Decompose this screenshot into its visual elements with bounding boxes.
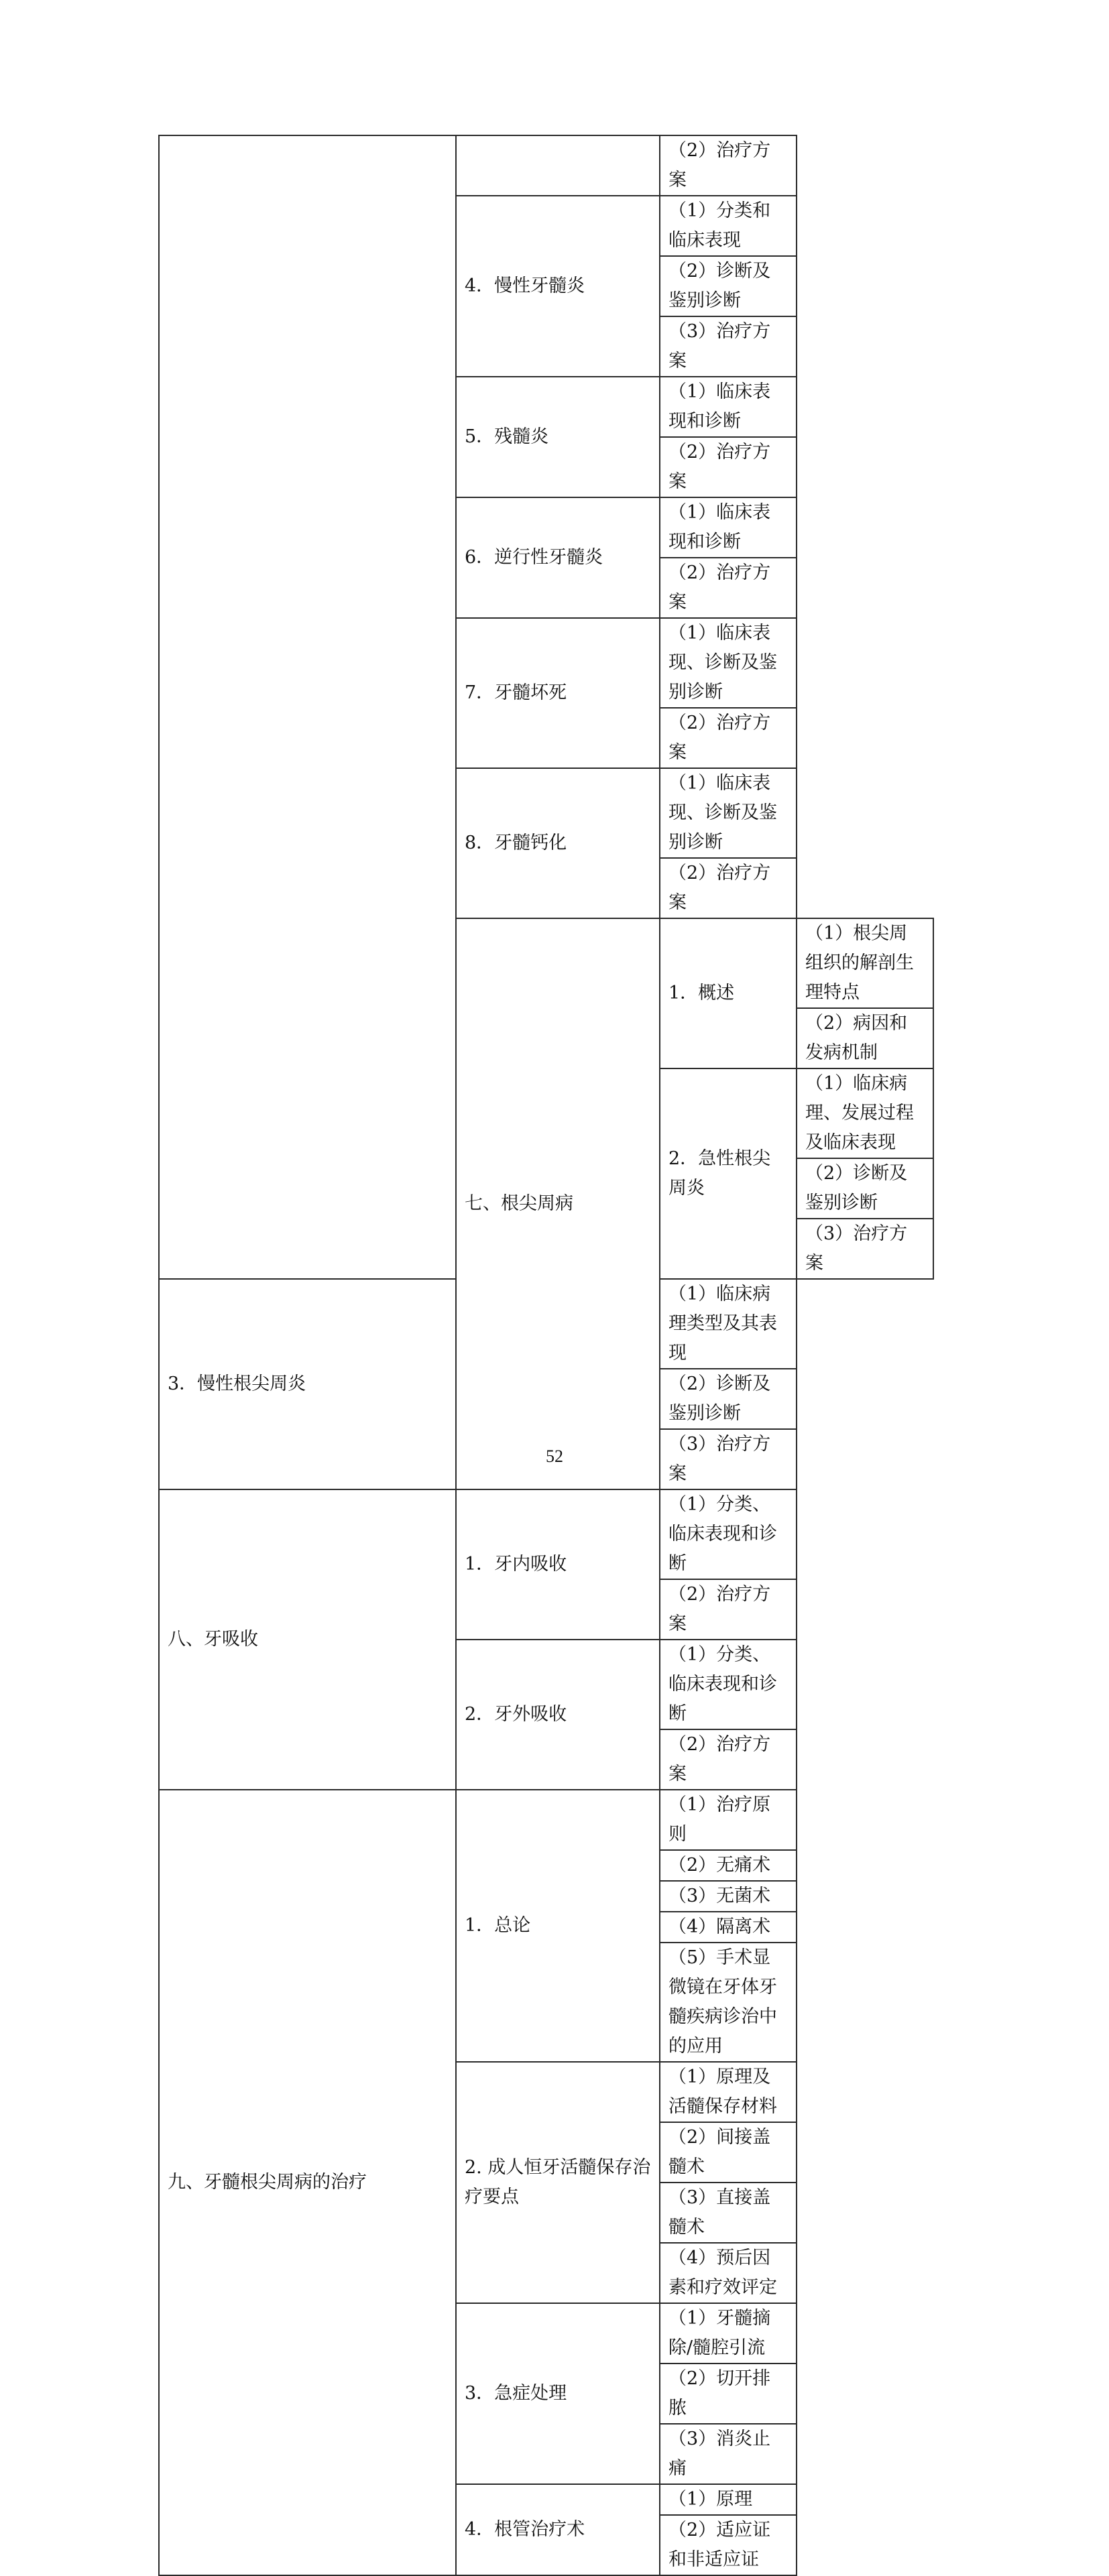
item-cell: （2）诊断及鉴别诊断	[660, 256, 797, 316]
item-cell: （1）分类、临床表现和诊断	[660, 1640, 797, 1729]
item-cell: （1）临床病理类型及其表现	[660, 1279, 797, 1369]
item-cell: （2）诊断及鉴别诊断	[797, 1158, 933, 1219]
topic-cell: 4．根管治疗术	[456, 2484, 660, 2575]
item-cell: （2）适应证和非适应证	[660, 2515, 797, 2575]
topic-cell: 7．牙髓坏死	[456, 618, 660, 768]
item-cell: （2）无痛术	[660, 1850, 797, 1881]
item-cell: （1）牙髓摘除/髓腔引流	[660, 2303, 797, 2364]
topic-cell: 2．牙外吸收	[456, 1640, 660, 1790]
item-cell: （1）分类和临床表现	[660, 196, 797, 256]
item-cell: （1）临床表现和诊断	[660, 377, 797, 437]
item-cell: （2）治疗方案	[660, 708, 797, 768]
item-cell: （5）手术显微镜在牙体牙髓疾病诊治中的应用	[660, 1943, 797, 2062]
section-cell: 八、牙吸收	[159, 1489, 456, 1790]
topic-cell: 3．急症处理	[456, 2303, 660, 2484]
item-cell: （1）原理及活髓保存材料	[660, 2062, 797, 2122]
item-cell: （3）治疗方案	[660, 316, 797, 377]
item-cell: （4）预后因素和疗效评定	[660, 2243, 797, 2303]
item-cell: （1）临床表现和诊断	[660, 497, 797, 558]
item-cell: （2）治疗方案	[660, 858, 797, 918]
section-cell	[159, 135, 456, 1279]
item-cell: （2）治疗方案	[660, 1729, 797, 1790]
section-cell: 九、牙髓根尖周病的治疗	[159, 1790, 456, 2575]
section-cell: 七、根尖周病	[456, 918, 660, 1489]
item-cell: （2）治疗方案	[660, 135, 797, 196]
topic-cell	[456, 135, 660, 196]
page-number: 52	[546, 1447, 563, 1466]
item-cell: （1）临床表现、诊断及鉴别诊断	[660, 618, 797, 708]
topic-cell: 3．慢性根尖周炎	[159, 1279, 456, 1489]
topic-cell: 8．牙髓钙化	[456, 768, 660, 918]
topic-cell: 1．总论	[456, 1790, 660, 2062]
item-cell: （2）间接盖髓术	[660, 2122, 797, 2183]
item-cell: （1）临床表现、诊断及鉴别诊断	[660, 768, 797, 858]
item-cell: （3）治疗方案	[797, 1219, 933, 1279]
item-cell: （2）诊断及鉴别诊断	[660, 1369, 797, 1429]
item-cell: （2）治疗方案	[660, 437, 797, 497]
topic-cell: 4．慢性牙髓炎	[456, 196, 660, 377]
item-cell: （3）治疗方案	[660, 1429, 797, 1489]
item-cell: （2）治疗方案	[660, 1579, 797, 1640]
topic-cell: 1．概述	[660, 918, 797, 1068]
item-cell: （2）切开排脓	[660, 2364, 797, 2424]
item-cell: （3）直接盖髓术	[660, 2183, 797, 2243]
item-cell: （1）根尖周组织的解剖生理特点	[797, 918, 933, 1008]
item-cell: （1）治疗原则	[660, 1790, 797, 1850]
item-cell: （1）临床病理、发展过程及临床表现	[797, 1068, 933, 1158]
syllabus-outline-table	[158, 135, 934, 2576]
item-cell: （2）病因和发病机制	[797, 1008, 933, 1068]
topic-cell: 5．残髓炎	[456, 377, 660, 497]
item-cell: （1）分类、临床表现和诊断	[660, 1489, 797, 1579]
topic-cell: 1．牙内吸收	[456, 1489, 660, 1640]
item-cell: （1）原理	[660, 2484, 797, 2515]
item-cell: （2）治疗方案	[660, 558, 797, 618]
topic-cell: 6．逆行性牙髓炎	[456, 497, 660, 618]
item-cell: （3）无菌术	[660, 1881, 797, 1912]
topic-cell: 2．急性根尖周炎	[660, 1068, 797, 1279]
item-cell: （4）隔离术	[660, 1912, 797, 1943]
item-cell: （3）消炎止痛	[660, 2424, 797, 2484]
topic-cell: 2. 成人恒牙活髓保存治疗要点	[456, 2062, 660, 2303]
